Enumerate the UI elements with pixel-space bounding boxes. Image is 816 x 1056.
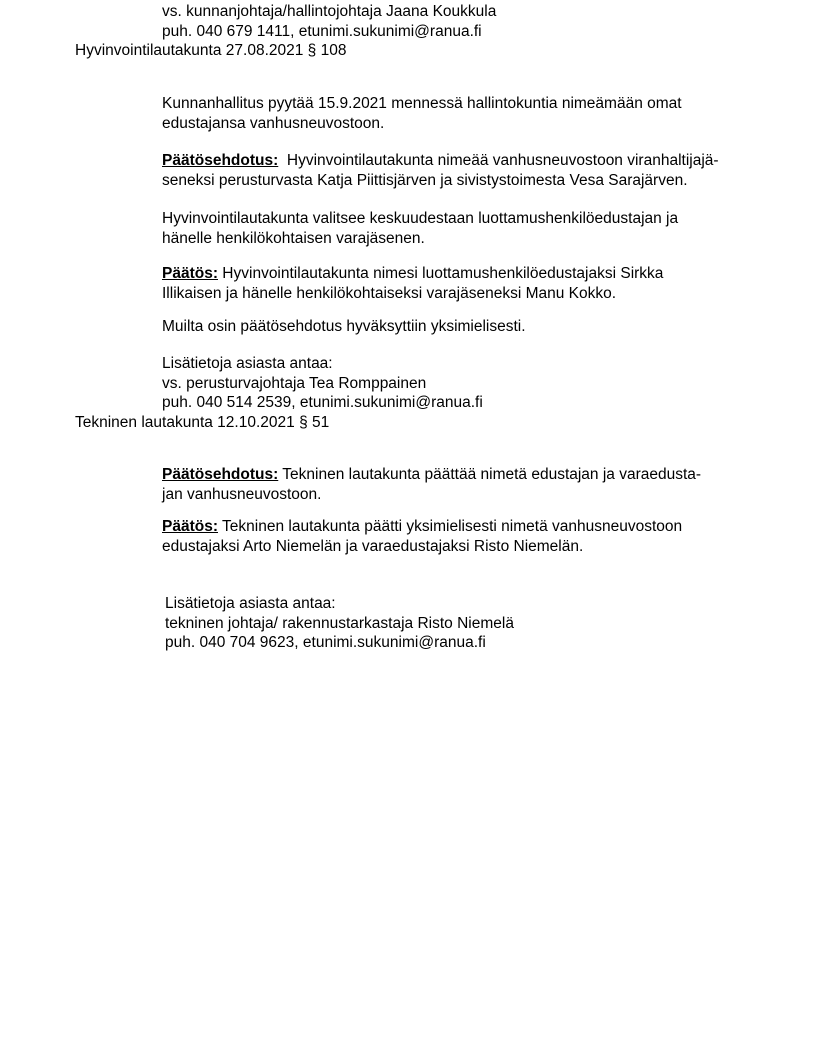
paragraph-decision-2 — [162, 517, 682, 556]
paragraph-decision-proposal-1 — [162, 151, 719, 190]
text-line: Muilta osin päätösehdotus hyväksyttiin yksimielisesti. — [162, 318, 526, 335]
paragraph-approved — [162, 317, 526, 337]
decision-label: Päätösehdotus: — [162, 152, 279, 169]
text-segment: Tekninen lautakunta päätti yksimielisesti nimetä vanhusneuvostoon — [218, 518, 683, 535]
text-line: puh. 040 514 2539, etunimi.sukunimi@ranua.fi — [162, 394, 483, 412]
text-line: Hyvinvointilautakunta valitsee keskuudestaan luottamushenkilöedustajan ja — [162, 210, 679, 227]
text-segment: Hyvinvointilautakunta nimesi luottamushenkilöedustajaksi Sirkka — [218, 265, 664, 282]
text-line: Lisätietoja asiasta antaa: — [165, 595, 336, 612]
section-heading-hyvinvointilautakunta: Hyvinvointilautakunta 27.08.2021 § 108 — [75, 42, 347, 59]
contact-info-middle — [162, 354, 483, 413]
text-line: seneksi perusturvasta Katja Piittisjärven ja sivistystoimesta Vesa Sarajärven. — [162, 171, 688, 189]
text-line: edustajaksi Arto Niemelän ja varaedustajaksi Risto Niemelän. — [162, 537, 584, 555]
contact-info-bottom — [165, 594, 514, 653]
text-line: Illikaisen ja hänelle henkilökohtaiseksi varajäseneksi Manu Kokko. — [162, 284, 617, 302]
text-line — [162, 151, 719, 171]
text-line: edustajansa vanhusneuvostoon. — [162, 114, 385, 132]
text-line: puh. 040 679 1411, etunimi.sukunimi@ranua.fi — [162, 22, 482, 40]
text-segment: Hyvinvointilautakunta nimeää vanhusneuvostoon viranhaltijajä- — [278, 152, 719, 169]
text-line: jan vanhusneuvostoon. — [162, 485, 322, 503]
text-segment: Tekninen lautakunta päättää nimetä edustajan ja varaedusta- — [278, 466, 702, 483]
paragraph-representative-selection — [162, 209, 678, 248]
text-line: puh. 040 704 9623, etunimi.sukunimi@ranua.fi — [165, 634, 486, 652]
text-line — [162, 465, 701, 485]
text-line: tekninen johtaja/ rakennustarkastaja Risto Niemelä — [165, 614, 514, 632]
text-line: vs. kunnanjohtaja/hallintojohtaja Jaana Koukkula — [162, 3, 497, 20]
decision-label: Päätös: — [162, 265, 218, 282]
text-line: Lisätietoja asiasta antaa: — [162, 355, 333, 372]
paragraph-decision-proposal-2 — [162, 465, 701, 504]
text-line: hänelle henkilökohtaisen varajäsenen. — [162, 229, 425, 247]
paragraph-request — [162, 94, 682, 133]
text-line: Kunnanhallitus pyytää 15.9.2021 mennessä hallintokuntia nimeämään omat — [162, 95, 682, 112]
text-line: vs. perusturvajohtaja Tea Romppainen — [162, 374, 427, 392]
text-line — [162, 517, 682, 537]
paragraph-decision-1 — [162, 264, 663, 303]
text-line — [162, 264, 663, 284]
decision-label: Päätösehdotus: — [162, 466, 279, 483]
section-heading-tekninen-lautakunta: Tekninen lautakunta 12.10.2021 § 51 — [75, 414, 330, 431]
contact-info-top — [162, 2, 496, 41]
decision-label: Päätös: — [162, 518, 218, 535]
